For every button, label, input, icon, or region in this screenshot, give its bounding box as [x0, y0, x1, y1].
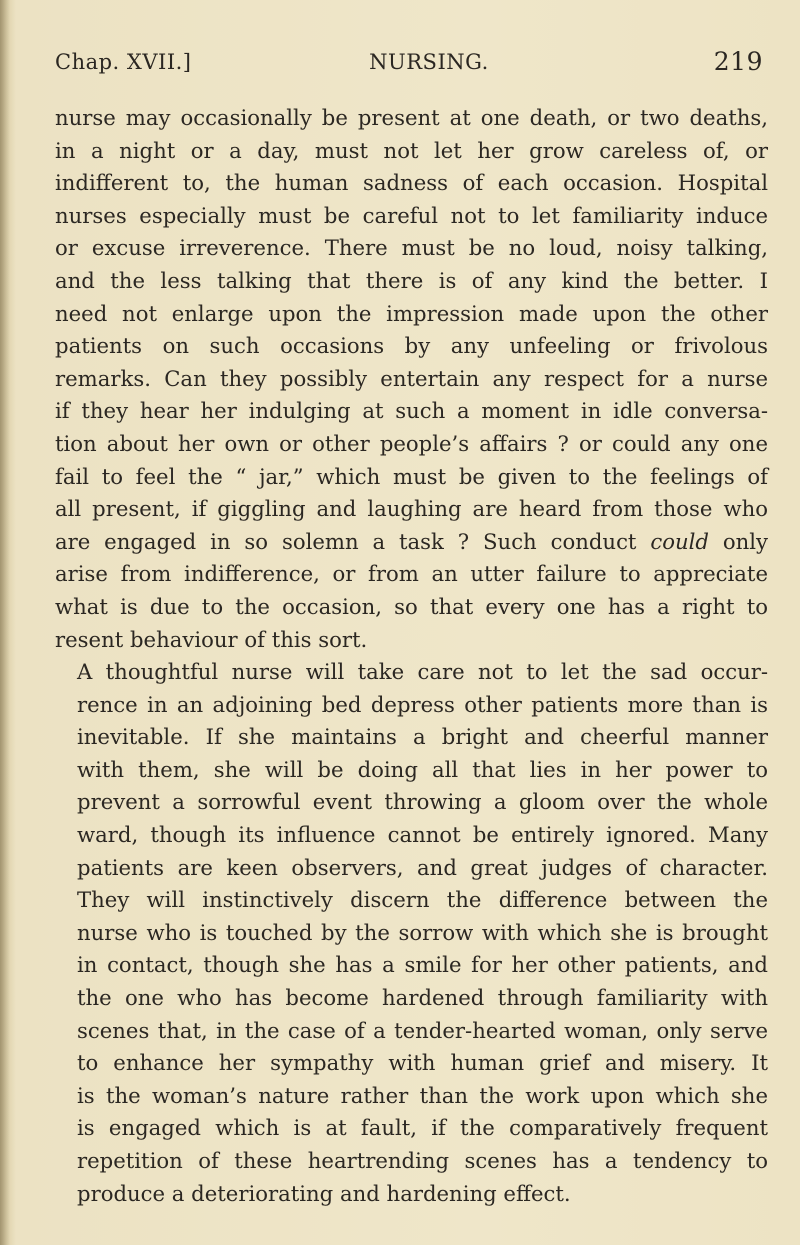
text-line: need not enlarge upon the impression made upon the other — [55, 300, 768, 326]
text-line: rence in an adjoining bed depress other patients more than is — [77, 691, 768, 717]
text-line: arise from indifference, or from an utter failure to appreciate — [55, 561, 768, 587]
text-line: remarks. Can they possibly entertain any respect for a nurse — [55, 365, 768, 391]
text-line: nurse who is touched by the sorrow with which she is brought — [77, 919, 768, 945]
text-line: A thoughtful nurse will take care not to let the sad occur- — [77, 659, 768, 685]
text-line: are engaged in so solemn a task ? Such conduct could only — [55, 528, 768, 554]
text-line: tion about her own or other people’s affairs ? or could any one — [55, 430, 768, 456]
running-header — [55, 47, 763, 86]
paragraph-2 — [55, 656, 768, 1210]
text-line: inevitable. If she maintains a bright and cheerful manner — [77, 724, 768, 750]
paragraph-1 — [55, 102, 768, 656]
page-number: 219 — [713, 47, 763, 76]
text-line: fail to feel the “ jar,” which must be given to the feelings of — [55, 463, 768, 489]
running-title: NURSING. — [369, 50, 489, 74]
text-line: produce a deteriorating and hardening effect. — [77, 1180, 571, 1206]
text-line: what is due to the occasion, so that every one has a right to — [55, 593, 768, 619]
emphasis-could: could — [650, 528, 709, 554]
text-line: patients on such occasions by any unfeeling or frivolous — [55, 333, 768, 359]
text-line: They will instinctively discern the difference between the — [77, 887, 768, 913]
text-line: prevent a sorrowful event throwing a gloom over the whole — [77, 789, 768, 815]
chapter-label: Chap. XVII.] — [55, 50, 192, 74]
body-text — [55, 102, 768, 1210]
gutter-shadow — [0, 0, 10, 1245]
text-line: all present, if giggling and laughing are heard from those who — [55, 496, 768, 522]
text-line: or excuse irreverence. There must be no loud, noisy talking, — [55, 235, 768, 261]
text-line: the one who has become hardened through familiarity with — [77, 985, 768, 1011]
text-line: is the woman’s nature rather than the work upon which she — [77, 1082, 768, 1108]
text-line: in contact, though she has a smile for her other patients, and — [77, 952, 768, 978]
text-line: repetition of these heartrending scenes has a tendency to — [77, 1148, 768, 1173]
text-line: nurse may occasionally be present at one death, or two deaths, — [55, 105, 768, 130]
text-line: patients are keen observers, and great judges of character. — [77, 854, 768, 880]
text-line: with them, she will be doing all that lies in her power to — [77, 756, 768, 782]
text-line: ward, though its influence cannot be entirely ignored. Many — [77, 822, 768, 848]
text-line: is engaged which is at fault, if the comparatively frequent — [77, 1115, 768, 1141]
text-line: and the less talking that there is of any kind the better. I — [55, 267, 768, 293]
text-line: to enhance her sympathy with human grief and misery. It — [77, 1050, 768, 1076]
text-line: if they hear her indulging at such a moment in idle conversa- — [55, 398, 768, 424]
text-line: in a night or a day, must not let her grow careless of, or — [55, 137, 768, 163]
text-line: resent behaviour of this sort. — [55, 626, 368, 652]
text-line: indifferent to, the human sadness of each occasion. Hospital — [55, 170, 768, 196]
text-line: scenes that, in the case of a tender-hearted woman, only serve — [77, 1017, 768, 1043]
text-line: nurses especially must be careful not to let familiarity induce — [55, 202, 768, 228]
